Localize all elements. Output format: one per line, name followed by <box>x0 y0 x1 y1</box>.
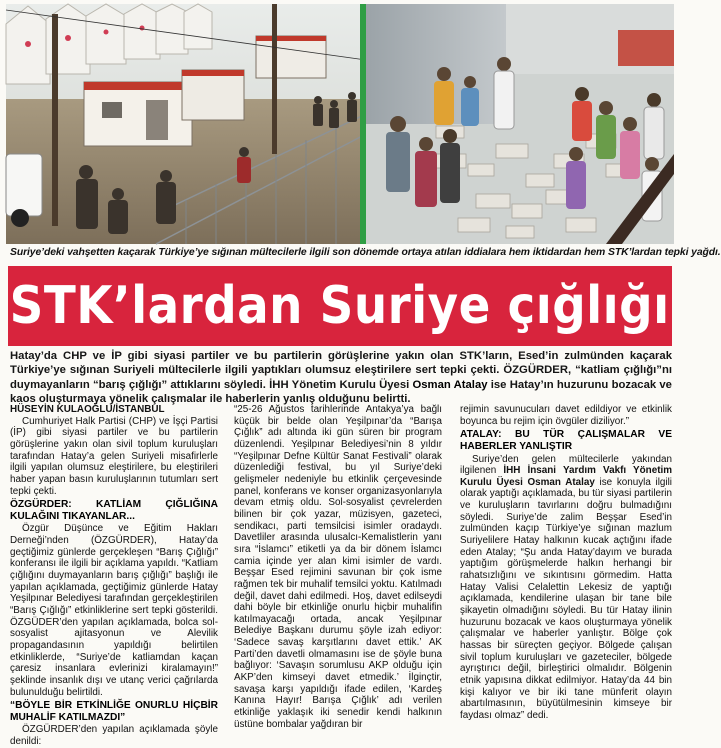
headline: STK’lardan Suriye çığlığı <box>10 276 670 336</box>
subheading: ATALAY: BU TÜR ÇALIŞMALAR VE HABERLER YANLIŞTIR <box>460 429 672 452</box>
paragraph <box>460 454 672 722</box>
paragraph-text: Suriye’den gelen mültecilerle yakından ilgilenen <box>460 453 672 477</box>
article-column-2 <box>234 404 442 730</box>
photo-caption: Suriye’deki vahşetten kaçarak Türkiye’ye sığınan mültecilerle ilgili son dönemde ortaya atılan iddialara hem iktidardan hem STK’lardan tepki yağdı. <box>10 247 721 258</box>
lead-paragraph <box>10 349 672 406</box>
subheading: ÖZGÜRDER: KATLİAM ÇIĞLIĞINA KULAĞINI TIKAYANLAR... <box>10 499 218 522</box>
article-column-3 <box>460 404 672 726</box>
paragraph: Cumhuriyet Halk Partisi (CHP) ve İşçi Partisi (İP) gibi siyasi partiler ve bu partilerin görüşlerine yakın olan sivil toplum kuruluşları tarafından Hatay’a gelen Suriyeli misafirlerle ilgili yapılan olumsuz eleştirilere, bu eleştirileri haber yapan basın kuruluşlarının tutumları sert tepki çekti. <box>10 415 218 497</box>
lead-text: Hatay’da CHP ve İP gibi siyasi partiler ve bu partilerin görüşlerine yakın olan STK’ların, Esed’in zulmünden kaçarak Türkiye’ye sığınan Suriyeli mültecilerle ilgili yaptıkları olumsuz eleştirilere sert tepki çekti. ÖZGÜRDER, “katliam çığlığı”nı duymayanların “barış çığlığı” attıklarını söyledi. İHH Yönetim Kurulu Üyesi <box>10 350 672 391</box>
lead-text-end: ise Hatay’ın huzurunu bozacak ve kaos oluşturmaya yönelik çalışmalar ile haberlerin yanlış olduğunu belirtti. <box>10 378 672 405</box>
news-photo <box>6 4 674 244</box>
lead-person-name: Osman Atalay <box>412 378 488 391</box>
headline-banner <box>8 266 672 346</box>
paragraph: ÖZGÜRDER’den yapılan açıklamada şöyle denildi: <box>10 724 218 748</box>
refugee-camp-photo <box>6 4 674 244</box>
paragraph: rejimin savunucuları davet edildiyor ve etkinlik boyunca bu rejim için övgüler diziliyor.” <box>460 404 672 427</box>
paragraph: Özgür Düşünce ve Eğitim Hakları Derneği’nden (ÖZGÜRDER), Hatay’da geçtiğimiz günlerde gerçekleşen “Barış Çığlığı” konferansı ile ilgili bir açıklama yapıldı. “Katliam çığlığını duymayanların barış çığlığı” başlığı ile yapılan açıklamada, geçtiğimiz günlerde Hatay Yeşilpınar Belediyesi tarafından gerçekleştirilen “Barış Çığlığı” etkinliklerine sert tepki gösterildi. ÖZGÜDER’den yapılan açıklamada, bolca sol-sosyalist ajitasyonun ve Alevilik propagandasının yapıldığı belirtilen etkinliklerde, “Suriye’de katliamdan kaçan çaresiz insanlara evlerinizi kiralamayın!” şeklinde insanlık dışı ve utanç verici çağrılarda bulunulduğu belirtildi. <box>10 523 218 698</box>
paragraph: “25-26 Ağustos tarihlerinde Antakya’ya bağlı küçük bir belde olan Yeşilpınar’da “Barışa Çığlık” adı altında iki gün süren bir program düzenlendi. Yeşilpınar Belediyesi’nin 8 yıldır “Yeşilpınar Defne Kültür Sanat Festivali” olarak düzenlediği festival, bu yıl Suriye’deki gelişmeler nedeniyle bu etkinlik çerçevesinde panel, konferans ve konser organizasyonlarıyla devam etmiş oldu. Sol-sosyalist çevrelerden bilinen bir çok yazar, müzisyen, gazeteci, sendikacı, parti temsilcisi isimler oradaydı. Davetliler arasında ulusalcı-Kemalistlerin yanı sıra “İslamcı” etiketli ya da bir dönem İslamcı camia içinde yer alan kimi isimler de vardı. Beşşar Esed rejimini savunan bir çok isme rağmen tek bir muhalif temsilci yoktu. Katılmadı değil, davet dahi edilmedi. Hoş, davet edilseydi dahi böyle bir etkinliğe onurlu hiçbir muhalifin katılmayacağı ortada, ancak Yeşilpınar Belediye Başkanı durumu şöyle izah ediyor: ‘Sadece savaş karşıtlarını davet ettik.’ AK Parti’den davetli olmamasını ise de şöyle buna bağlıyor: ‘Savaşın sorumlusu AKP olduğu için AKP’den kimseyi davet etmedik.’ İlginçtir, savaşa karşı yapıldığı ifade edilen, ‘Kardeş Kanına Hayır! Barışa Çığlık’ adı verilen etkinliğe yaklaşık iki senedir kendi halkının üstüne bombalar yağdıran bir <box>234 404 442 730</box>
article-column-1 <box>10 404 218 748</box>
organization-name: İHH İnsani Yardım Vakfı Yönetim Kurulu Üyesi Osman Atalay <box>460 465 673 488</box>
subheading: “BÖYLE BİR ETKİNLİĞE ONURLU HİÇBİR MUHALİF KATILMAZDI” <box>10 700 218 723</box>
byline: HÜSEYİN KULAOĞLU/İSTANBUL <box>10 404 165 415</box>
paragraph-text: ise konuyla ilgili olarak yaptığı açıklamada, bu tür siyasi partilerin ve kuruluşların tavırlarını doğru bulmadığını söyledi. Suriye’de zalim Beşşar Esed’in zulmünden kaçıp Türkiye’ye sığınan mazlum Suriyelilere Hatay halkının kucak açtığını ifade eden Atalay; “Şu anda Hatay’dayım ve burada yaptığım görüşmelerde halkın herhangi bir rahatsızlığını ve sıkıntısını görmedim. Hatta Hatay Valisi Celalettin Lekesiz de yaptığı açıklamada, kendilerine ulaşan bir tane bile şikayetin olmadığını söyledi. Bu tür Hatay ilinin huzurunu bozacak ve kaos oluşturmaya yönelik çalışmalar ve haberler yanlıştır. Bölge çok hassas bir süreçten geçiyor. Bölgede çalışan sivil toplum kuruluşları ve gazeteciler, bölgede ayrıştırıcı değil, birleştirici olmalıdır. Bölgenin etnik yapısına dikkat edilmiyor. Hatay’da 44 bin kişi kalıyor ve bir iki tane münferit olayın abartılmasının, büyütülmesinin kimseye bir faydası olmaz” dedi. <box>460 476 672 721</box>
